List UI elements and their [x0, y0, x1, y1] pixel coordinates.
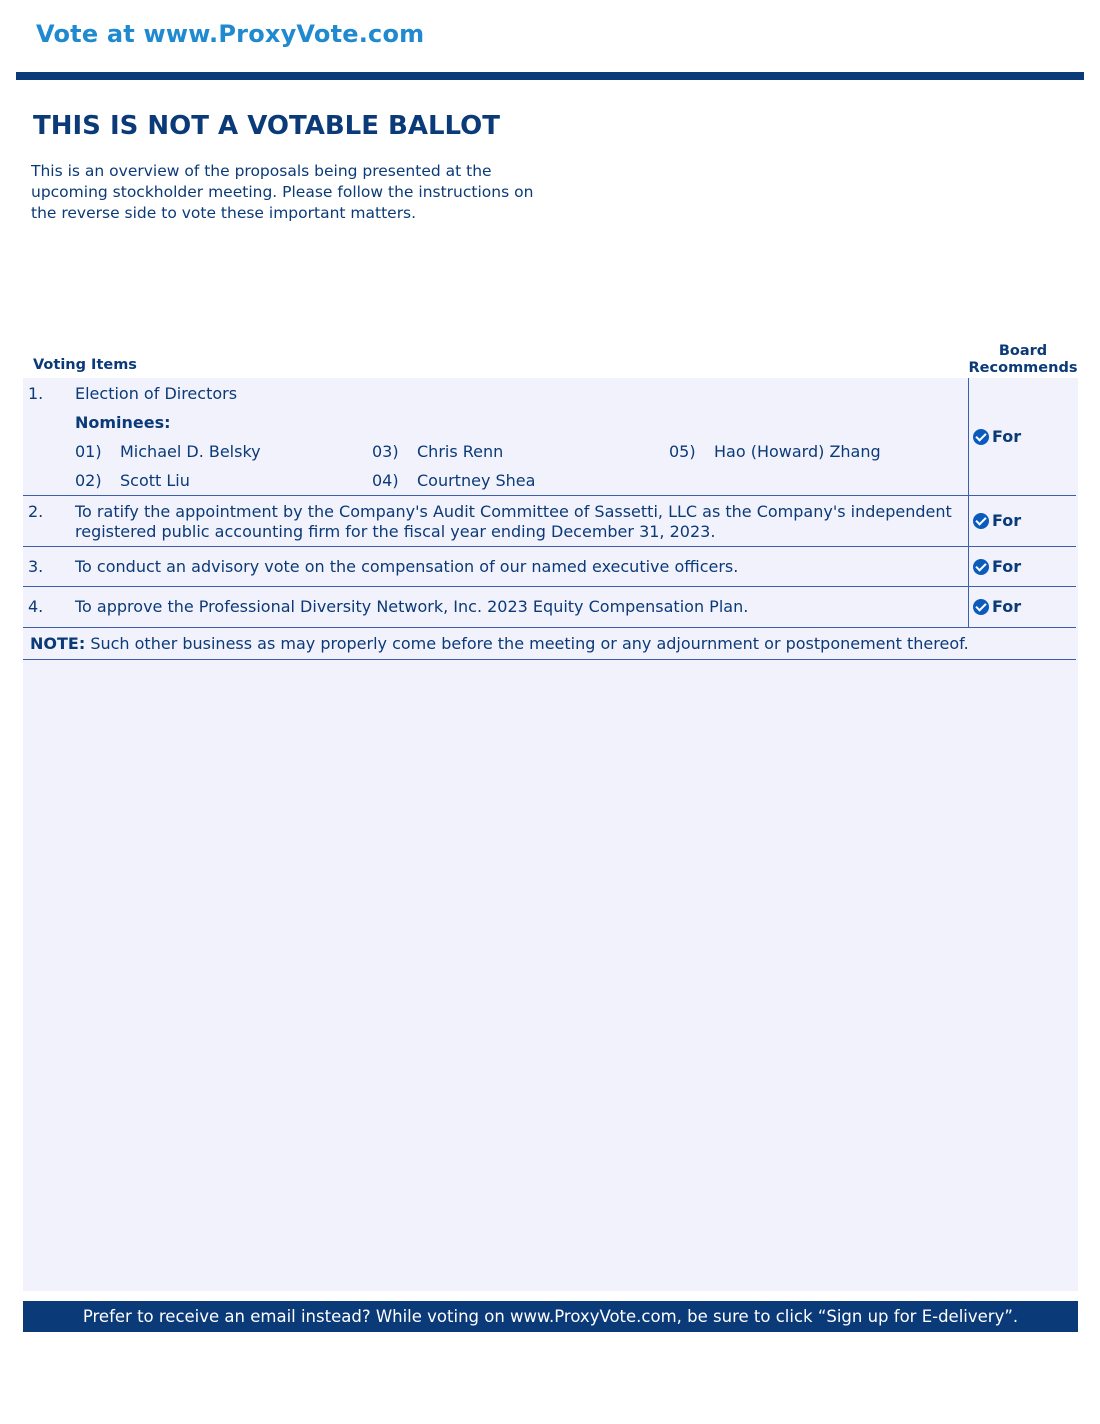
note-text: Such other business as may properly come before the meeting or any adjournment or postponement thereof. [85, 634, 969, 653]
recommendation-label: For [992, 511, 1022, 530]
nominee-number: 01) [75, 442, 102, 461]
vote-link[interactable]: Vote at www.ProxyVote.com [36, 20, 425, 48]
board-recommends-line1: Board [998, 343, 1048, 359]
check-circle-icon [973, 599, 989, 615]
item-text-line2: registered public accounting firm for the fiscal year ending December 31, 2023. [75, 522, 716, 541]
nominee-name: Hao (Howard) Zhang [714, 442, 881, 461]
item-number: 3. [28, 557, 44, 576]
intro-text: This is an overview of the proposals being presented at the upcoming stockholder meeting. Please follow the instructions on the reverse side to vote these important matters. [31, 162, 534, 222]
nominee [75, 471, 190, 490]
voting-item-3 [23, 547, 1076, 587]
column-divider [968, 496, 969, 546]
nominee-name: Chris Renn [417, 442, 504, 461]
item-text: To approve the Professional Diversity Network, Inc. 2023 Equity Compensation Plan. [75, 597, 749, 616]
nominee [669, 442, 881, 461]
nominees-label: Nominees: [75, 413, 171, 432]
nominee-number: 05) [669, 442, 696, 461]
check-circle-icon [973, 559, 989, 575]
nominee [75, 442, 261, 461]
note-row [23, 628, 1076, 660]
item-number: 2. [28, 502, 44, 521]
header-rule [16, 72, 1084, 80]
item-number: 4. [28, 597, 44, 616]
recommendation-label: For [992, 427, 1022, 446]
board-recommendation [973, 597, 1021, 616]
item-text: To conduct an advisory vote on the compensation of our named executive officers. [75, 557, 739, 576]
check-circle-icon [973, 513, 989, 529]
nominee-name: Scott Liu [120, 471, 190, 490]
nominee-number: 03) [372, 442, 399, 461]
item-text [75, 502, 952, 542]
item-text-line1: To ratify the appointment by the Company's Audit Committee of Sassetti, LLC as the Company's independent [75, 502, 952, 521]
nominee [372, 471, 535, 490]
voting-items-panel [23, 378, 1078, 1291]
board-recommendation [973, 511, 1021, 530]
item-number: 1. [28, 384, 44, 403]
board-recommendation [973, 557, 1021, 576]
item-text: Election of Directors [75, 384, 238, 403]
recommendation-label: For [992, 557, 1022, 576]
nominee-number: 02) [75, 471, 102, 490]
note-label: NOTE: [30, 634, 86, 653]
voting-item-4 [23, 587, 1076, 628]
check-circle-icon [973, 429, 989, 445]
voting-items-header: Voting Items [33, 357, 137, 373]
board-recommends-line2: Recommends [968, 360, 1078, 376]
recommendation-label: For [992, 597, 1022, 616]
e-delivery-banner: Prefer to receive an email instead? While voting on www.ProxyVote.com, be sure to click “Sign up for E-delivery”. [23, 1301, 1078, 1332]
nominee-number: 04) [372, 471, 399, 490]
column-divider [968, 587, 969, 627]
nominee-name: Michael D. Belsky [120, 442, 261, 461]
page-title: THIS IS NOT A VOTABLE BALLOT [33, 111, 501, 141]
voting-item-2 [23, 496, 1076, 547]
board-recommendation [973, 427, 1021, 446]
nominee [372, 442, 503, 461]
voting-item-1 [23, 378, 1076, 496]
nominee-name: Courtney Shea [417, 471, 536, 490]
board-recommends-header [968, 343, 1078, 377]
column-divider [968, 378, 969, 495]
column-divider [968, 547, 969, 586]
